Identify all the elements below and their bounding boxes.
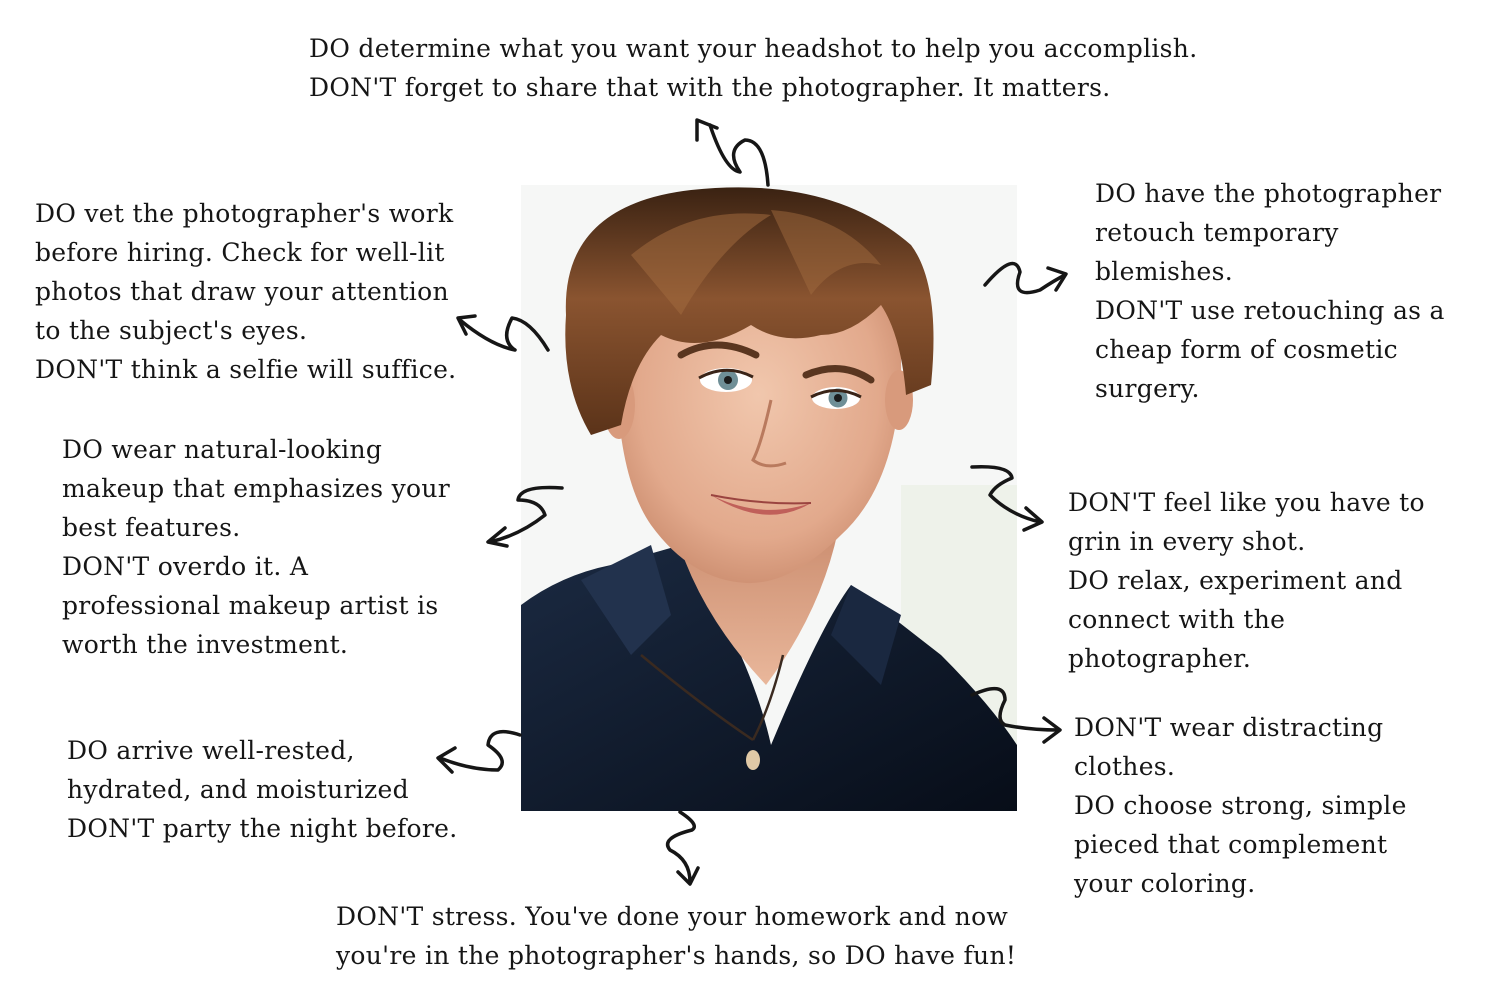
tip-line: professional makeup artist is <box>62 591 439 620</box>
tip-line: to the subject's eyes. <box>35 316 308 345</box>
squiggle-arrow-icon <box>668 812 698 884</box>
tip-line: connect with the <box>1068 605 1286 634</box>
tip-line: DO wear natural-looking <box>62 435 383 464</box>
tip-dont-grin <box>1068 483 1425 678</box>
tip-line: makeup that emphasizes your <box>62 474 451 503</box>
portrait-illustration <box>521 185 1017 811</box>
tip-dont-stress <box>336 897 1016 975</box>
tip-line: cheap form of cosmetic <box>1095 335 1398 364</box>
headshot-photo <box>521 185 1017 811</box>
tip-line: DON'T forget to share that with the photographer. It matters. <box>309 73 1111 102</box>
tip-line: DON'T wear distracting <box>1074 713 1384 742</box>
tip-line: DO arrive well-rested, <box>67 736 355 765</box>
tip-line: best features. <box>62 513 241 542</box>
tip-line: surgery. <box>1095 374 1200 403</box>
tip-line: DON'T feel like you have to <box>1068 488 1425 517</box>
tip-line: retouch temporary <box>1095 218 1339 247</box>
tip-determine-goal <box>309 29 1197 107</box>
tip-line: pieced that complement <box>1074 830 1388 859</box>
tip-line: your coloring. <box>1074 869 1256 898</box>
tip-line: before hiring. Check for well-lit <box>35 238 445 267</box>
tip-line: DON'T think a selfie will suffice. <box>35 355 457 384</box>
tip-line: DON'T use retouching as a <box>1095 296 1445 325</box>
tip-line: DO vet the photographer's work <box>35 199 454 228</box>
tip-line: DO have the photographer <box>1095 179 1442 208</box>
tip-line: DON'T party the night before. <box>67 814 458 843</box>
tip-line: DO determine what you want your headshot to help you accomplish. <box>309 34 1198 63</box>
tip-line: DO choose strong, simple <box>1074 791 1407 820</box>
tip-clothes <box>1074 708 1407 903</box>
tip-retouch <box>1095 174 1445 408</box>
tip-makeup <box>62 430 450 664</box>
tip-line: DON'T stress. You've done your homework and now <box>336 902 1009 931</box>
tip-line: DO relax, experiment and <box>1068 566 1403 595</box>
tip-line: worth the investment. <box>62 630 349 659</box>
tip-line: photos that draw your attention <box>35 277 449 306</box>
tip-well-rested <box>67 731 457 848</box>
tip-line: blemishes. <box>1095 257 1233 286</box>
tip-line: hydrated, and moisturized <box>67 775 409 804</box>
squiggle-arrow-icon <box>697 120 768 185</box>
tip-line: you're in the photographer's hands, so DO have fun! <box>336 941 1017 970</box>
tip-line: grin in every shot. <box>1068 527 1306 556</box>
tip-line: clothes. <box>1074 752 1176 781</box>
tip-line: photographer. <box>1068 644 1252 673</box>
tip-vet-photographer <box>35 194 456 389</box>
tip-line: DON'T overdo it. A <box>62 552 309 581</box>
